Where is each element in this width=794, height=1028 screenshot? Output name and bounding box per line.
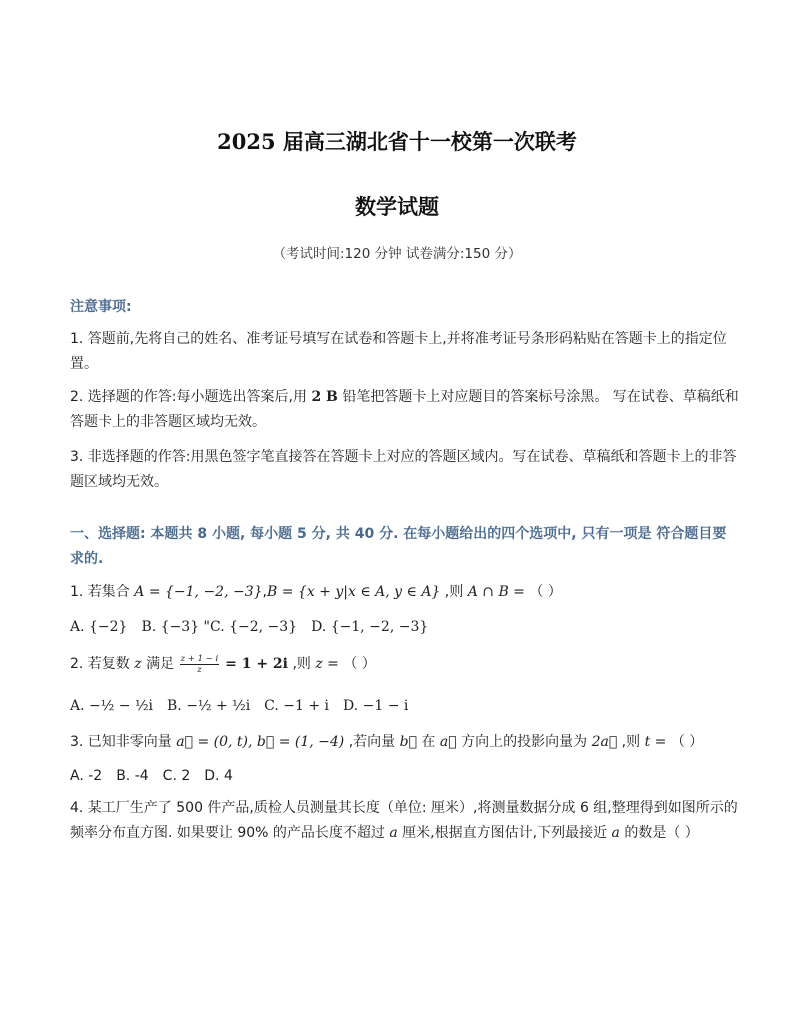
q2-var: z bbox=[134, 656, 142, 672]
q2-expr: z = bbox=[315, 656, 344, 672]
q3-option-c: C. 2 bbox=[162, 768, 191, 784]
q3-vectors: a⃗ = (0, t), b⃗ = (1, −4) bbox=[176, 734, 345, 750]
subject-title: 数学试题 bbox=[355, 194, 439, 219]
q3-expr: t = bbox=[644, 734, 671, 750]
q2-fraction bbox=[180, 654, 220, 675]
q1-option-bc: B. {−3} "C. {−2, −3} bbox=[141, 619, 298, 635]
q4-var-a: a bbox=[389, 825, 398, 841]
q3-paren: （ ） bbox=[670, 734, 704, 750]
q1-set-a: A = {−1, −2, −3} bbox=[134, 584, 263, 600]
q3-mid3: 方向上的投影向量为 bbox=[456, 734, 592, 750]
q2-paren: （ ） bbox=[343, 656, 376, 672]
q2-option-a: A. −½ − ½i bbox=[70, 698, 153, 714]
pencil-grade: 2 B bbox=[311, 389, 338, 405]
q2-option-d: D. −1 − i bbox=[343, 698, 409, 714]
q2-suffix: ,则 bbox=[288, 656, 316, 672]
q3-prefix: 3. 已知非零向量 bbox=[70, 734, 177, 750]
q3-vec-a: a⃗ bbox=[439, 734, 457, 750]
q4-text-mid: 厘米,根据直方图估计,下列最接近 bbox=[397, 825, 612, 841]
q3-option-b: B. -4 bbox=[116, 768, 149, 784]
notice-item-2-post: 铅笔把答题卡上对应题目的答案标号涂黑。 写在试卷、草稿纸和答题卡上的非答题区域均无效。 bbox=[70, 389, 739, 430]
q2-option-c: C. −1 + i bbox=[264, 698, 330, 714]
q3-option-d: D. 4 bbox=[204, 768, 233, 784]
q3-proj: 2a⃗ bbox=[591, 734, 618, 750]
q3-vec-b: b⃗ bbox=[399, 734, 417, 750]
q1-options bbox=[70, 615, 740, 640]
q1-option-d: D. {−1, −2, −3} bbox=[311, 619, 429, 635]
q1-prefix: 1. 若集合 bbox=[70, 584, 135, 600]
question-3 bbox=[70, 730, 740, 755]
notice-item-2 bbox=[70, 385, 740, 435]
question-4 bbox=[70, 796, 740, 846]
q2-frac-num: z + 1 − i bbox=[180, 653, 219, 664]
notice-item-2-pre: 2. 选择题的作答:每小题选出答案后,用 bbox=[70, 389, 312, 405]
q1-mid: ,则 bbox=[440, 584, 468, 600]
q3-suffix: ,则 bbox=[617, 734, 645, 750]
q3-options bbox=[70, 764, 740, 789]
q2-prefix: 2. 若复数 bbox=[70, 656, 135, 672]
exam-title: 2025 届高三湖北省十一校第一次联考 bbox=[217, 129, 577, 154]
exam-info: （考试时间:120 分钟 试卷满分:150 分） bbox=[272, 246, 522, 262]
q4-var-a2: a bbox=[611, 825, 620, 841]
q2-rhs: = 1 + 2i bbox=[220, 656, 288, 672]
q3-mid2: 在 bbox=[417, 734, 440, 750]
notice-item-3: 3. 非选择题的作答:用黑色签字笔直接答在答题卡上对应的答题区域内。写在试卷、草稿纸和答题卡上的非答题区域均无效。 bbox=[70, 449, 737, 490]
q2-frac-den: z bbox=[197, 664, 202, 675]
q3-mid: ,若向量 bbox=[344, 734, 400, 750]
notice-heading: 注意事项: bbox=[70, 299, 132, 315]
question-1: 1. 若集合 A = {−1, −2, −3},B = {x + y|x ∈ A, y ∈ A} ,则 A ∩ B = （ ） bbox=[70, 584, 562, 600]
q2-options bbox=[70, 694, 740, 719]
q2-mid: 满足 bbox=[141, 656, 179, 672]
notice-item-1: 1. 答题前,先将自己的姓名、准考证号填写在试卷和答题卡上,并将准考证号条形码粘贴在答题卡上的指定位置。 bbox=[70, 331, 727, 372]
q4-text-pre: 4. 某工厂生产了 500 件产品,质检人员测量其长度（单位: 厘米）,将测量数据分成 6 组,整理得到如图所示的频率分布直方图. 如果要让 90% 的产品长度不超过 bbox=[70, 800, 738, 841]
q1-paren: （ ） bbox=[529, 584, 562, 600]
q1-expr: A ∩ B = bbox=[467, 584, 530, 600]
q1-set-b: B = {x + y|x ∈ A, y ∈ A} bbox=[267, 584, 441, 600]
q3-option-a: A. -2 bbox=[70, 768, 103, 784]
question-2 bbox=[70, 652, 740, 677]
q1-option-a: A. {−2} bbox=[70, 619, 128, 635]
q4-text-post: 的数是（ ） bbox=[619, 825, 699, 841]
q2-option-b: B. −½ + ½i bbox=[167, 698, 251, 714]
section-1-heading: 一、选择题: 本题共 8 小题, 每小题 5 分, 共 40 分. 在每小题给出的四个选项中, 只有一项是 符合题目要求的. bbox=[70, 526, 727, 567]
